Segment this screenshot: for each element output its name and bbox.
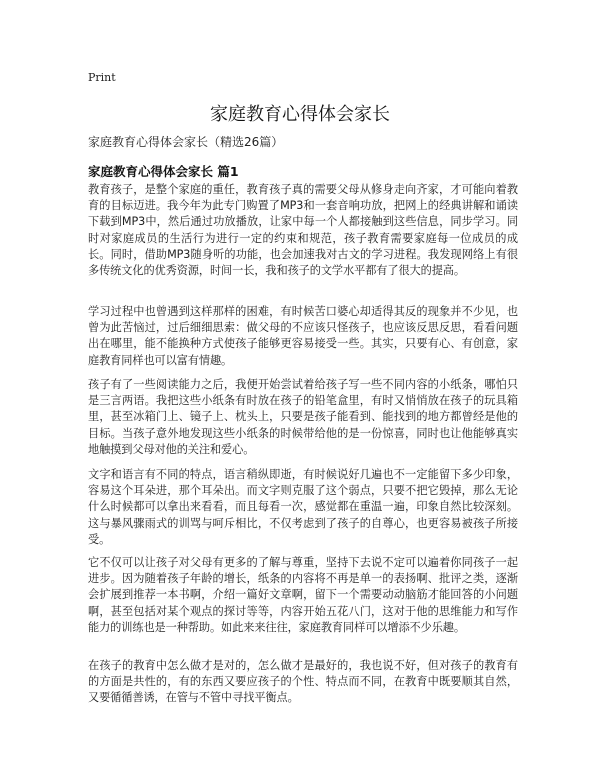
paragraph-1: 教育孩子，是整个家庭的重任，教育孩子真的需要父母从修身走向齐家，才可能向着教育的目标迈进。我今年为此专门购置了MP3和一套音响功放，把网上的经典讲解和诵读下载到MP3中，然后通过功放播放，让家中每一个人都接触到这些信息，同步学习。同时对家庭成员的生活行为进行一定的约束和规范，孩子教育需要家庭每一位成员的成长。同时，借助MP3随身听的功能，也会加速我对古文的学习进程。我发现网络上有很多传统文化的优秀资源，时间一长，我和孩子的文学水平都有了很大的提高。 <box>88 183 518 278</box>
paragraph-6: 在孩子的教育中怎么做才是对的，怎么做才是最好的，我也说不好，但对孩子的教育有的方面是共性的，有的东西又要应孩子的个性、特点而不同，在教育中既要顺其自然，又要循循善诱，在管与不管中寻找平衡点。 <box>88 659 518 705</box>
paragraph-2: 学习过程中也曾遇到这样那样的困难，有时候苦口婆心却适得其反的现象并不少见，也曾为此苦恼过，过后细细思索：做父母的不应该只怪孩子，也应该反思反思，看看问题出在哪里，能不能换种方式使孩子能够更容易接受一些。其实，只要有心、有创意，家庭教育同样也可以富有情趣。 <box>88 305 518 367</box>
paragraph-3: 孩子有了一些阅读能力之后，我便开始尝试着给孩子写一些不同内容的小纸条，哪怕只是三言两语。我把这些小纸条有时放在孩子的铅笔盒里，有时又悄悄放在孩子的玩具箱里，甚至冰箱门上、镜子上、枕头上，只要是孩子能看到、能找到的地方都曾经是他的目标。当孩子意外地发现这些小纸条的时候带给他的是一份惊喜，同时也让他能够真实地触摸到父母对他的关注和爱心。 <box>88 378 518 456</box>
paragraph-4: 文字和语言有不同的特点，语言稍纵即逝，有时候说好几遍也不一定能留下多少印象，容易这个耳朵进，那个耳朵出。而文字则克服了这个弱点，只要不把它毁掉，那么无论什么时候都可以拿出来看看，而且每看一次，感觉都在重温一遍，印象自然比较深刻。这与暴风骤雨式的训骂与呵斥相比，不仅考虑到了孩子的自尊心，也更容易被孩子所接受。 <box>88 468 518 546</box>
paragraph-5: 它不仅可以让孩子对父母有更多的了解与尊重，坚持下去说不定可以遍着你同孩子一起进步。因为随着孩子年龄的增长，纸条的内容将不再是单一的表扬啊、批评之类，逐渐会扩展到推荐一本书啊，介绍一篇好文章啊，留下一个需要动动脑筋才能回答的小问题啊，甚至包括对某个观点的探讨等等，内容开始五花八门，这对于他的思维能力和写作能力的训练也是一种帮助。如此来来往往，家庭教育同样可以增添不少乐趣。 <box>88 556 518 634</box>
print-label[interactable]: Print <box>88 71 116 84</box>
document-subtitle: 家庭教育心得体会家长（精选26篇） <box>88 135 284 149</box>
page-title: 家庭教育心得体会家长 <box>210 104 390 125</box>
section-heading: 家庭教育心得体会家长 篇1 <box>88 164 239 179</box>
